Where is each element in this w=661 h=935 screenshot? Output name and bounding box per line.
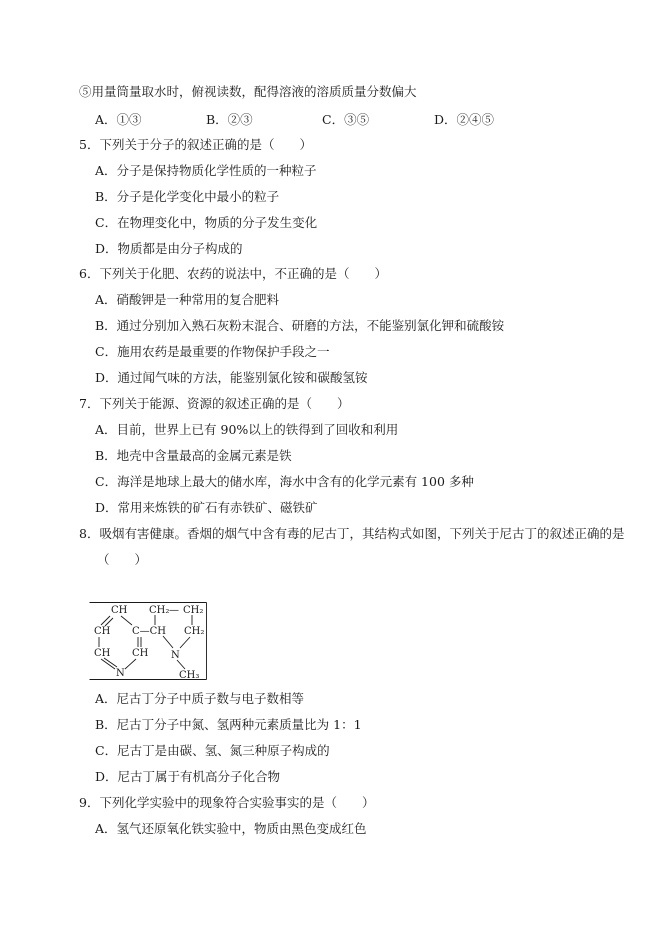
question-6: 6．下列关于化肥、农药的说法中，不正确的是（ ） [79,266,387,281]
q7-option-d[interactable]: D．常用来炼铁的矿石有赤铁矿、磁铁矿 [95,500,318,515]
question-5: 5．下列关于分子的叙述正确的是（ ） [79,137,312,152]
choice-b[interactable]: B．②③ [206,112,253,127]
q8-option-b[interactable]: B．尼古丁分子中氮、氢两种元素质量比为 1：1 [95,717,362,732]
q6-option-d[interactable]: D．通过闻气味的方法，能鉴别氯化铵和碳酸氢铵 [95,370,368,385]
q8-option-c[interactable]: C．尼古丁是由碳、氢、氮三种原子构成的 [95,743,330,758]
struct-ch-bl: CH [94,648,111,659]
q7-option-b[interactable]: B．地壳中含量最高的金属元素是铁 [95,448,292,463]
q5-option-c[interactable]: C．在物理变化中，物质的分子发生变化 [95,215,318,230]
q5-option-b[interactable]: B．分子是化学变化中最小的粒子 [95,189,280,204]
q4-choices [95,110,515,126]
q7-option-c[interactable]: C．海洋是地球上最大的储水库，海水中含有的化学元素有 100 多种 [95,474,474,489]
struct-c-mid: C—CH [132,626,167,637]
q9-option-a[interactable]: A．氢气还原氧化铁实验中，物质由黑色变成红色 [95,821,367,836]
question-9: 9．下列化学实验中的现象符合实验事实的是（ ） [79,795,375,810]
choice-d[interactable]: D．②④⑤ [434,112,495,127]
struct-ch2-c: CH₂ [184,626,205,637]
struct-ch-top: CH [111,605,128,616]
struct-ch-left: CH [94,626,111,637]
q8-option-d[interactable]: D．尼古丁属于有机高分子化合物 [95,769,281,784]
q6-option-a[interactable]: A．硝酸钾是一种常用的复合肥料 [95,292,280,307]
struct-n-right: N [171,650,180,661]
struct-n-ring: N [116,668,125,679]
q5-option-d[interactable]: D．物质都是由分子构成的 [95,241,243,256]
struct-ch-mid: CH [132,648,149,659]
choice-c[interactable]: C．③⑤ [322,112,370,127]
struct-ch2-b: CH₂ [183,605,204,616]
struct-ch3: CH₃ [179,670,200,680]
struct-ch2-a: CH₂ [149,605,170,616]
q8-option-a[interactable]: A．尼古丁分子中质子数与电子数相等 [95,691,305,706]
nicotine-structure-diagram [89,602,207,680]
choice-a[interactable]: A．①③ [95,112,142,127]
q6-option-c[interactable]: C．施用农药是最重要的作物保护手段之一 [95,344,330,359]
q6-option-b[interactable]: B．通过分别加入熟石灰粉末混合、研磨的方法，不能鉴别氯化钾和硫酸铵 [95,318,505,333]
question-8: 8．吸烟有害健康。香烟的烟气中含有毒的尼古丁，其结构式如图，下列关于尼古丁的叙述正确的是 [79,526,625,541]
item-5-text: ⑤用量筒量取水时，俯视读数，配得溶液的溶质质量分数偏大 [79,84,417,99]
question-7: 7．下列关于能源、资源的叙述正确的是（ ） [79,396,350,411]
q8-answer-paren: （ ） [97,552,148,567]
struct-dash: — [169,605,179,616]
q5-option-a[interactable]: A．分子是保持物质化学性质的一种粒子 [95,163,317,178]
q7-option-a[interactable]: A．目前，世界上已有 90%以上的铁得到了回收和利用 [95,422,399,437]
